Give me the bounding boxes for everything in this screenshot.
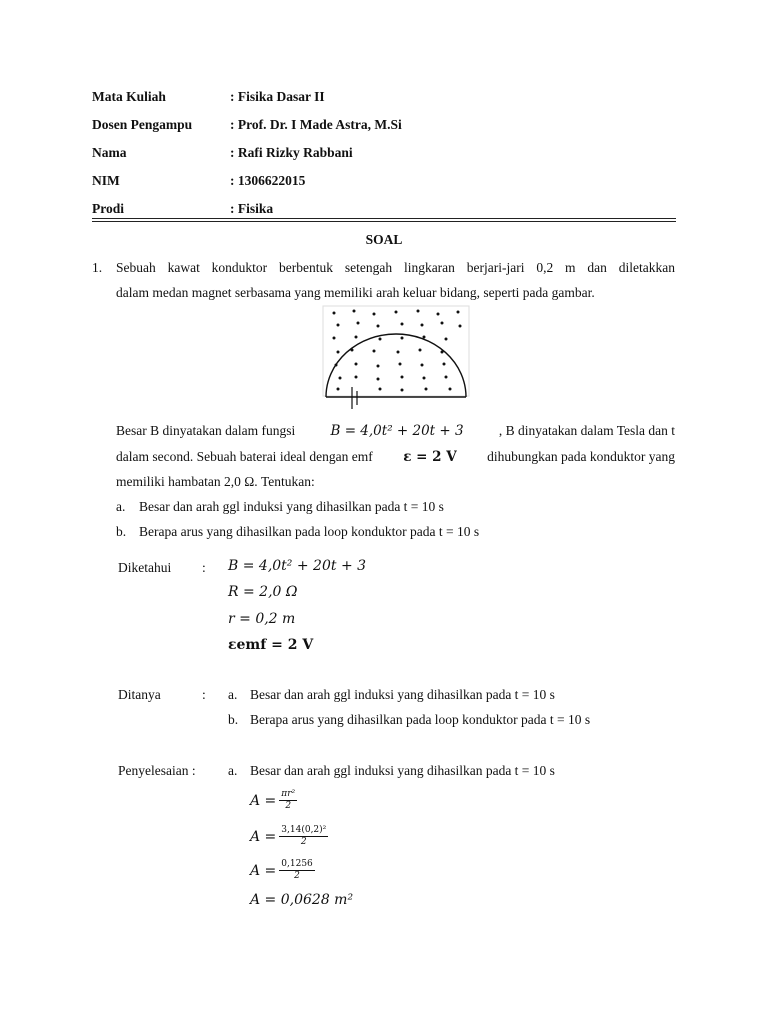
step1-lhs: A = — [250, 792, 277, 809]
solution-step-4: A = 0,0628 m² — [250, 892, 354, 908]
asked-colon: : — [202, 687, 206, 702]
asked-a-text: Besar dan arah ggl induksi yang dihasilkan pada t = 10 s — [250, 687, 555, 702]
known-label: Diketahui — [118, 560, 172, 575]
solution-step-3 — [250, 859, 315, 882]
solution-label: Penyelesaian : — [118, 763, 196, 778]
step2-denominator: 2 — [300, 837, 307, 847]
problem-number: 1. — [92, 260, 103, 275]
step2-lhs: A = — [250, 828, 277, 845]
question-a-text: Besar dan arah ggl induksi yang dihasilkan pada t = 10 s — [139, 499, 444, 514]
header-value-nama: : Rafi Rizky Rabbani — [230, 145, 353, 160]
field-region — [323, 306, 469, 396]
b-emf: ε = 2 V — [403, 449, 457, 465]
header-label-nim: NIM — [92, 173, 120, 188]
question-b-letter: b. — [116, 524, 127, 539]
header-label-mata-kuliah: Mata Kuliah — [92, 89, 166, 104]
magnetic-field-figure — [322, 305, 470, 415]
step1-numerator: πr² — [281, 789, 296, 799]
asked-b-text: Berapa arus yang dihasilkan pada loop konduktor pada t = 10 s — [250, 712, 591, 727]
header-value-nim: : 1306622015 — [230, 173, 306, 188]
step3-denominator: 2 — [294, 871, 300, 881]
question-a-letter: a. — [116, 499, 126, 514]
header-divider-bottom — [92, 221, 676, 222]
b-line1-start: Besar B dinyatakan dalam fungsi — [116, 423, 296, 438]
known-colon: : — [202, 560, 206, 575]
step3-fraction — [279, 859, 315, 882]
step2-fraction — [279, 825, 328, 848]
problem-b-line-1 — [116, 423, 675, 439]
solution-a-letter: a. — [228, 763, 238, 778]
known-eq-radius: r = 0,2 m — [228, 611, 296, 627]
header-label-dosen: Dosen Pengampu — [92, 117, 193, 132]
known-eq-emf: εemf = 2 V — [228, 637, 314, 653]
header-value-prodi: : Fisika — [230, 201, 274, 216]
step3-numerator: 0,1256 — [281, 859, 313, 869]
semicircle-wire — [326, 334, 466, 397]
problem-b-line-3: memiliki hambatan 2,0 Ω. Tentukan: — [116, 474, 315, 489]
problem-b-line-2 — [116, 449, 675, 465]
page-title: SOAL — [365, 232, 403, 247]
header-label-nama: Nama — [92, 145, 127, 160]
b-formula: B = 4,0t² + 20t + 3 — [330, 423, 464, 439]
solution-a-text: Besar dan arah ggl induksi yang dihasilkan pada t = 10 s — [250, 763, 555, 778]
b-line2-start: dalam second. Sebuah baterai ideal dengan emf — [116, 449, 373, 464]
problem-line-1: Sebuah kawat konduktor berbentuk setengah lingkaran berjari-jari 0,2 m dan diletakkan — [116, 260, 675, 275]
asked-label: Ditanya — [118, 687, 161, 702]
b-line1-end: , B dinyatakan dalam Tesla dan t — [498, 423, 675, 438]
question-b-text: Berapa arus yang dihasilkan pada loop konduktor pada t = 10 s — [139, 524, 480, 539]
step3-lhs: A = — [250, 862, 277, 879]
step2-numerator: 3,14(0,2)² — [281, 825, 327, 835]
header-divider-top — [92, 218, 676, 219]
asked-b-letter: b. — [228, 712, 239, 727]
known-eq-b: B = 4,0t² + 20t + 3 — [228, 558, 367, 574]
step1-fraction — [279, 789, 297, 812]
header-label-prodi: Prodi — [92, 201, 125, 216]
known-eq-r-resistance: R = 2,0 Ω — [228, 584, 298, 600]
asked-a-letter: a. — [228, 687, 238, 702]
solution-step-1 — [250, 789, 297, 812]
step1-denominator: 2 — [285, 801, 292, 811]
solution-step-2 — [250, 825, 328, 848]
problem-line-2: dalam medan magnet serbasama yang memiliki arah keluar bidang, seperti pada gambar. — [116, 285, 595, 300]
header-value-dosen: : Prof. Dr. I Made Astra, M.Si — [230, 117, 402, 132]
b-line2-end: dihubungkan pada konduktor yang — [487, 449, 675, 464]
header-value-mata-kuliah: : Fisika Dasar II — [230, 89, 325, 104]
